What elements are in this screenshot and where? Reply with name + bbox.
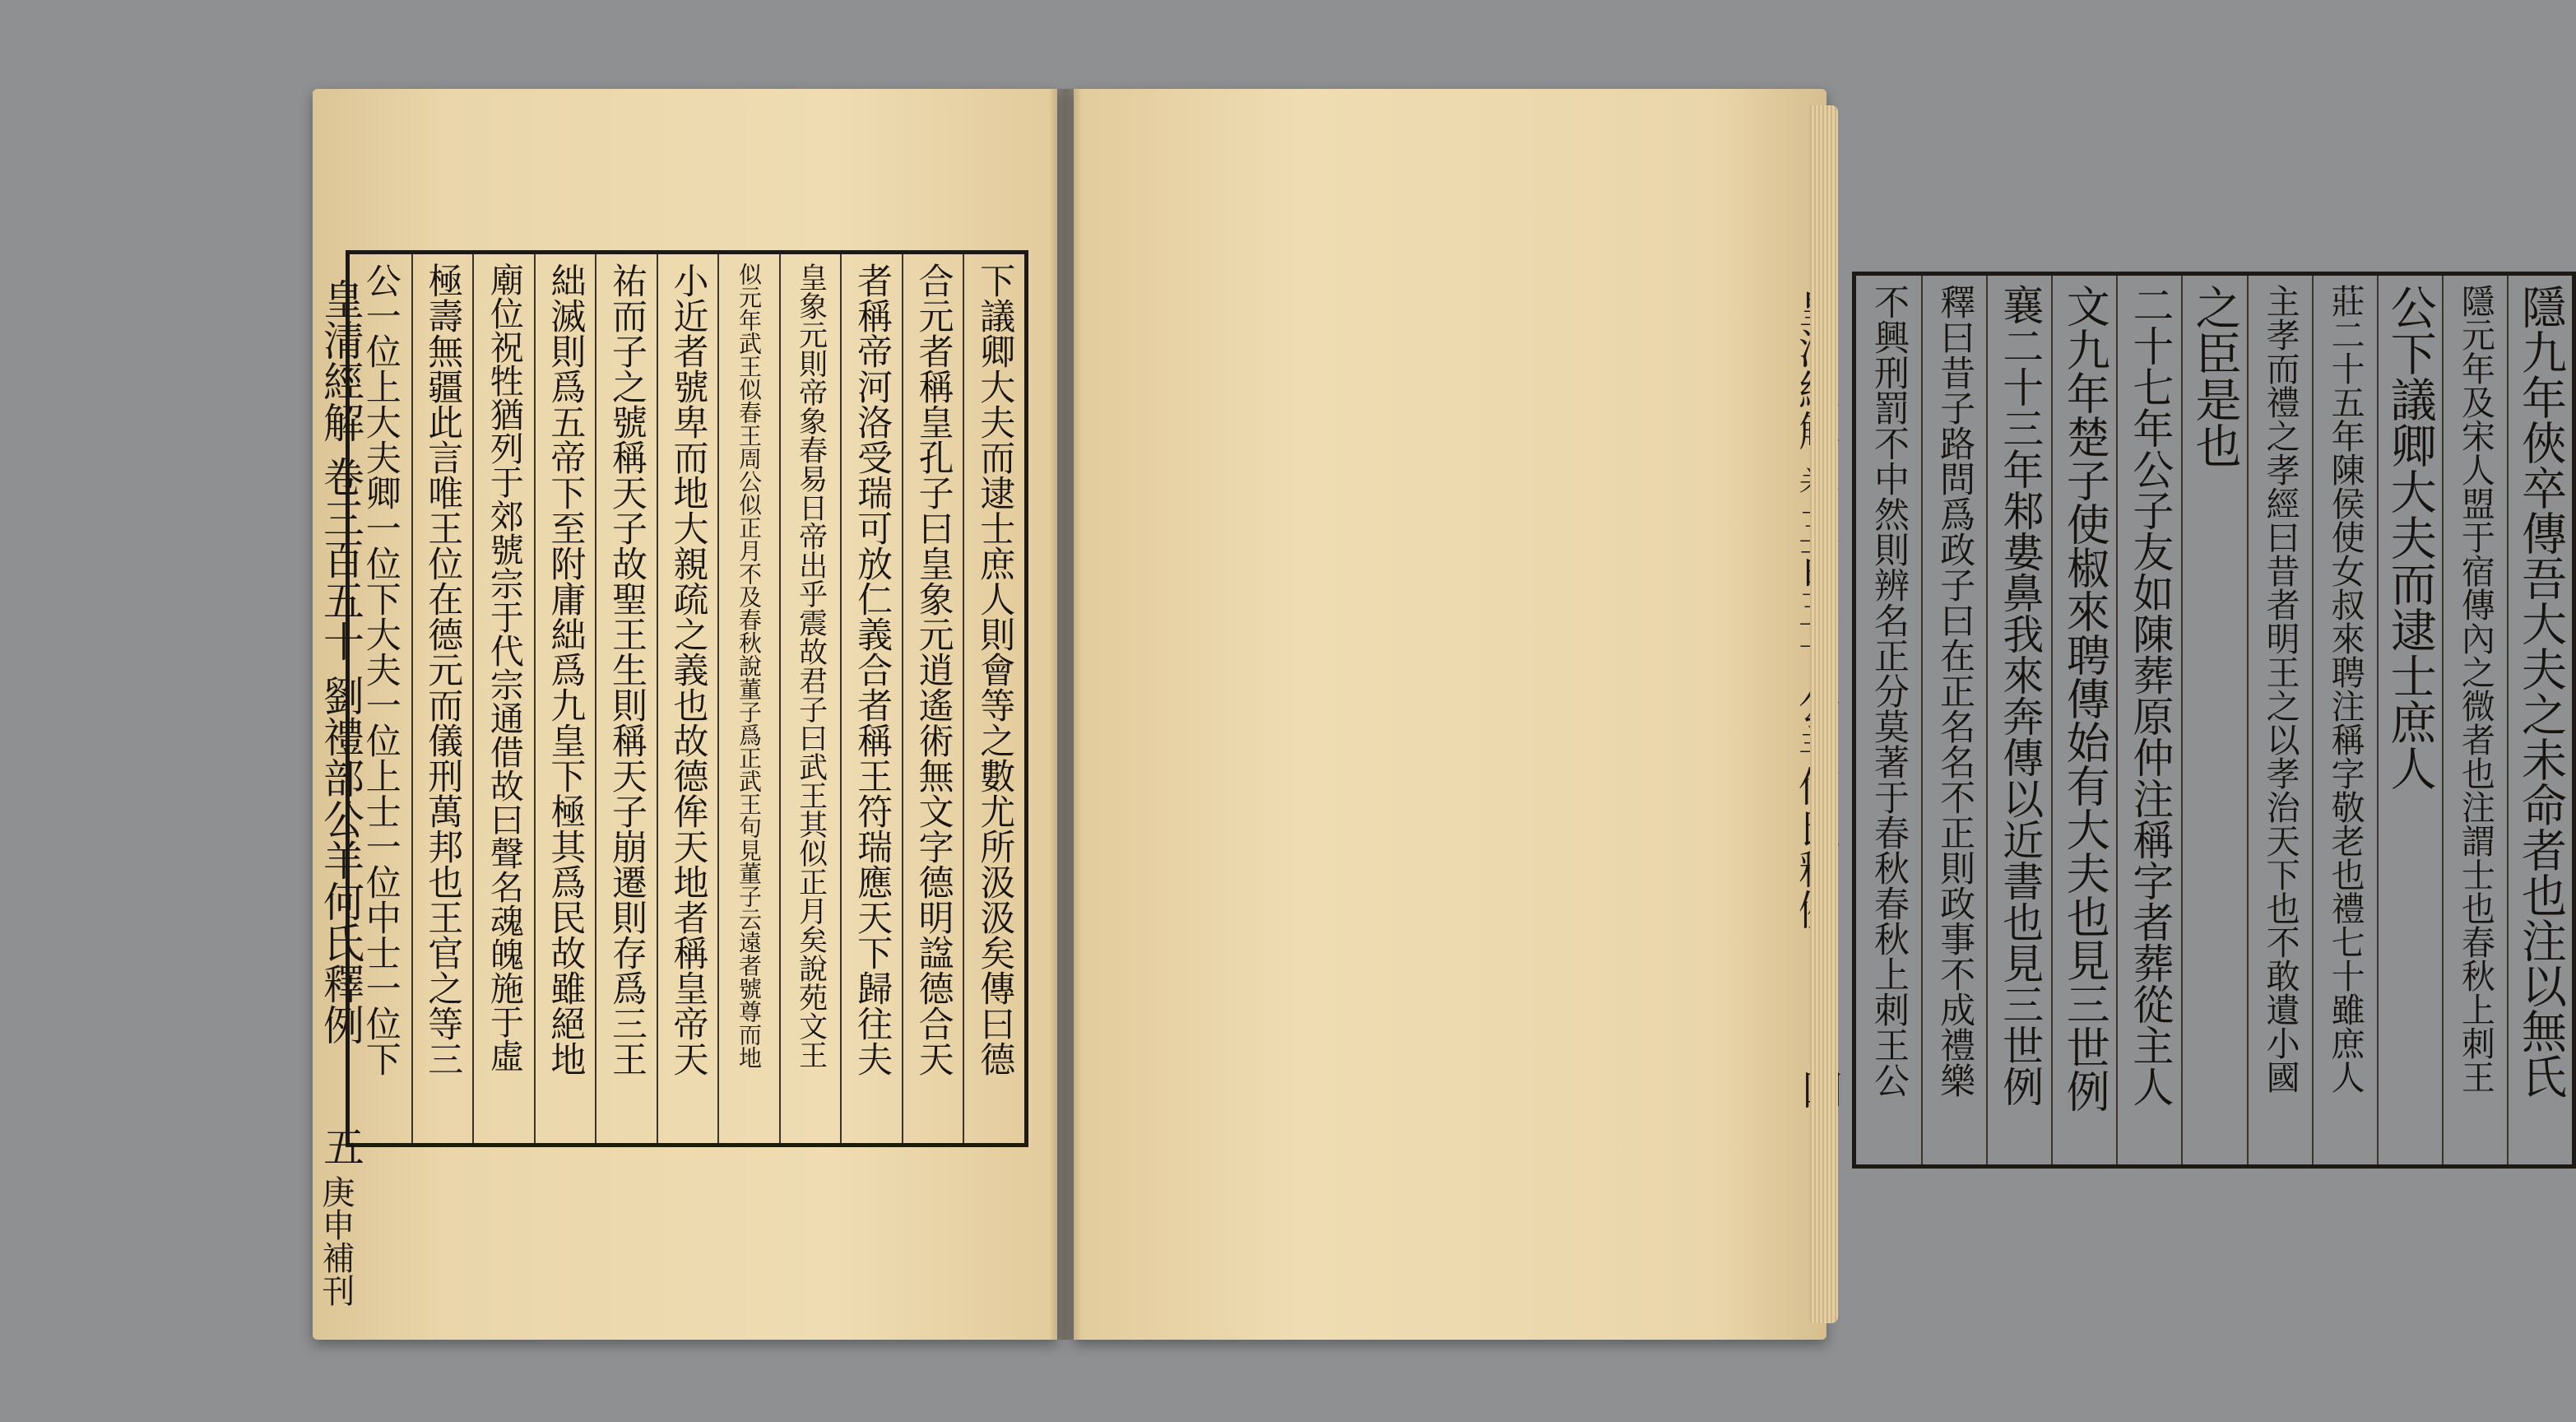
right-column-10 <box>1921 276 1986 1164</box>
left-column-text: 皇象元則帝象春易日帝出乎震故君子曰武王其似正月矣說苑文王 <box>794 263 828 1069</box>
left-text-frame <box>346 250 1028 1147</box>
right-column-11 <box>1856 276 1921 1164</box>
right-column-3 <box>2377 276 2442 1164</box>
left-column-text: 合元者稱皇孔子曰皇象元逍遙術無文字德明諡德合天 <box>912 263 954 1076</box>
right-column-text: 襄二十三年邾婁鼻我來奔傳以近書也見三世例 <box>1996 284 2045 1107</box>
left-folio: 五 <box>317 1126 364 1167</box>
left-column-text: 公一位上大夫卿一位下大夫一位上士一位中士一位下 <box>360 263 401 1076</box>
left-column-text: 下議卿大夫而逮士庶人則會等之數尤所汲汲矣傳曰德 <box>974 263 1016 1076</box>
left-column-8 <box>534 254 596 1143</box>
right-column-8 <box>2051 276 2116 1164</box>
left-column-text: 似元年武王似春王周公似正月不及春秋說董子爲正武王句見董子云遠者號尊而地 <box>736 263 764 1069</box>
left-column-3 <box>840 254 902 1143</box>
right-column-6 <box>2181 276 2246 1164</box>
left-column-7 <box>595 254 657 1143</box>
left-column-5 <box>717 254 779 1143</box>
left-imprint: 庚申補刊 <box>317 1175 355 1307</box>
left-column-text: 者稱帝河洛受瑞可放仁義合者稱王符瑞應天下歸往夫 <box>852 263 893 1076</box>
right-column-text: 不興刑罰不中然則辨名正分莫著于春秋春秋上刺王公 <box>1868 284 1910 1098</box>
left-column-text: 絀滅則爲五帝下至附庸絀爲九皇下極其爲民故雖絕地 <box>545 263 587 1076</box>
right-column-text: 釋曰昔子路問爲政子曰在正名名不正則政事不成禮樂 <box>1934 284 1976 1098</box>
right-text-frame <box>1852 272 2576 1169</box>
left-column-text: 廟位祝牲猶列于郊號宗于代宗通借故曰聲名魂魄施于虛 <box>484 263 524 1072</box>
left-column-text: 祐而子之號稱天子故聖王生則稱天子崩遷則存爲三王 <box>606 263 647 1076</box>
left-margin-title: 皇清經解 卷三百五十 劉禮部公羊何氏釋例 <box>317 278 364 1045</box>
left-column-6 <box>657 254 718 1143</box>
right-columns <box>1856 276 2572 1164</box>
right-column-2 <box>2442 276 2507 1164</box>
left-column-2 <box>902 254 963 1143</box>
left-column-9 <box>472 254 534 1143</box>
left-column-text: 極壽無疆此言唯王位在德元而儀刑萬邦也王官之等三 <box>422 263 464 1076</box>
left-column-10 <box>411 254 473 1143</box>
left-columns <box>350 254 1024 1143</box>
book-gutter <box>1049 89 1082 1340</box>
right-column-text: 之臣是也 <box>2188 284 2242 468</box>
right-column-text: 隱元年及宋人盟于宿傳內之微者也注謂士也春秋上刺王 <box>2455 284 2495 1094</box>
right-column-text: 公下議卿大夫而逮士庶人 <box>2383 284 2437 791</box>
right-column-4 <box>2312 276 2377 1164</box>
open-book <box>313 89 2567 1340</box>
right-column-5 <box>2247 276 2312 1164</box>
right-column-text: 二十七年公子友如陳葬原仲注稱字者葬從主人 <box>2126 284 2175 1107</box>
right-column-9 <box>1986 276 2051 1164</box>
right-column-1 <box>2507 276 2572 1164</box>
right-column-text: 主孝而禮之孝經曰昔者明王之以孝治天下也不敢遺小國 <box>2260 284 2300 1094</box>
left-page <box>313 89 1057 1340</box>
right-column-text: 文九年楚子使椒來聘傳始有大夫也見三世例 <box>2059 284 2110 1113</box>
right-column-7 <box>2116 276 2181 1164</box>
page-edge-stack <box>1810 105 1838 1323</box>
left-column-text: 小近者號卑而地大親疏之義也故德侔天地者稱皇帝天 <box>667 263 709 1076</box>
left-column-1 <box>963 254 1024 1143</box>
right-page <box>1074 89 2567 1340</box>
right-column-text: 隱九年俠卒傳吾大夫之未命者也注以無氏 <box>2513 284 2567 1099</box>
right-column-text: 莊二十五年陳侯使女叔來聘注稱字敬老也禮七十雖庶人 <box>2325 284 2365 1094</box>
left-column-4 <box>779 254 841 1143</box>
